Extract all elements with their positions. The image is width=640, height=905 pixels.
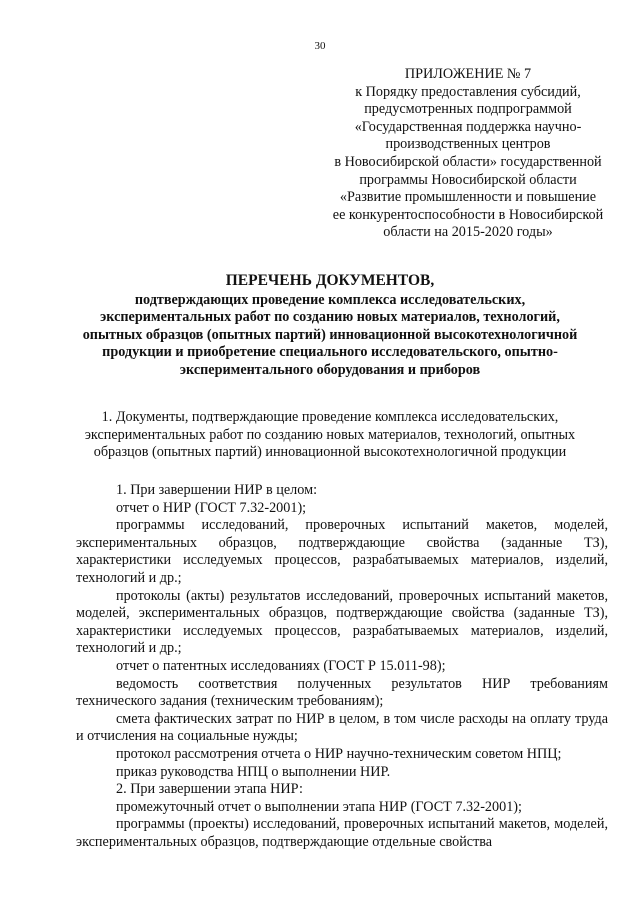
title-line: подтверждающих проведение комплекса исследовательских,	[134, 291, 526, 308]
list-item: промежуточный отчет о выполнении этапа НИР (ГОСТ 7.32-2001);	[116, 798, 522, 815]
section-heading-line: образцов (опытных партий) инновационной высокотехнологичной продукции	[93, 444, 567, 460]
list-item: протокол рассмотрения отчета о НИР научно-техническим советом НПЦ;	[116, 745, 562, 762]
title-line: опытных образцов (опытных партий) инновационной высокотехнологичной	[82, 326, 578, 343]
list-item: программы (проекты) исследований, проверочных испытаний макетов, моделей, экспериментальных образцов, подтверждающие отдельные свойства	[76, 816, 608, 850]
list-item: приказ руководства НПЦ о выполнении НИР.	[116, 763, 391, 780]
section-heading-line: экспериментальных работ по созданию новых материалов, технологий, опытных	[84, 426, 576, 443]
appendix-header	[318, 66, 618, 242]
appendix-line: «Государственная поддержка научно-	[354, 118, 582, 135]
appendix-line: предусмотренных подпрограммой	[364, 101, 572, 118]
appendix-line: ее конкурентоспособности в Новосибирской	[332, 206, 604, 223]
appendix-title: ПРИЛОЖЕНИЕ № 7	[404, 66, 532, 82]
section-heading	[60, 409, 600, 462]
page-number: 30	[314, 40, 326, 52]
title-main: ПЕРЕЧЕНЬ ДОКУМЕНТОВ,	[225, 272, 435, 289]
list-item: отчет о НИР (ГОСТ 7.32-2001);	[116, 499, 307, 516]
appendix-line: производственных центров	[385, 136, 551, 153]
appendix-line: области на 2015-2020 годы»	[383, 224, 553, 241]
document-title	[60, 272, 600, 379]
title-line: экспериментального оборудования и приборов	[179, 361, 481, 378]
list-item: отчет о патентных исследованиях (ГОСТ Р 15.011-98);	[116, 657, 446, 674]
list-item: смета фактических затрат по НИР в целом, в том числе расходы на оплату труда и отчисления на социальные нужды;	[76, 710, 608, 745]
appendix-line: программы Новосибирской области	[359, 171, 577, 188]
subsection-heading: 1. При завершении НИР в целом:	[116, 482, 318, 498]
appendix-line: «Развитие промышленности и повышение	[339, 189, 597, 206]
list-item: ведомость соответствия полученных результатов НИР требованиям технического задания (техническим требованиям);	[76, 675, 608, 710]
appendix-line: к Порядку предоставления субсидий,	[355, 83, 581, 100]
section-heading-line: 1. Документы, подтверждающие проведение комплекса исследовательских,	[101, 409, 559, 425]
document-body	[76, 482, 608, 851]
list-item: протоколы (акты) результатов исследований, проверочных испытаний макетов, моделей, экспериментальных образцов, подтверждающие свойства (заданные ТЗ), характеристики исследуемых процессов, разрабатываемых материалов, изделий, технологий и др.;	[76, 587, 608, 657]
subsection-heading: 2. При завершении этапа НИР:	[116, 781, 303, 798]
title-line: экспериментальных работ по созданию новых материалов, технологий,	[100, 309, 560, 325]
title-line: продукции и приобретение специального исследовательского, опытно-	[102, 344, 558, 360]
list-item: программы исследований, проверочных испытаний макетов, моделей, экспериментальных образцов, подтверждающие свойства (заданные ТЗ), характеристики исследуемых процессов, разрабатываемых материалов, изделий, технологий и др.;	[76, 517, 608, 586]
appendix-line: в Новосибирской области» государственной	[334, 153, 602, 170]
